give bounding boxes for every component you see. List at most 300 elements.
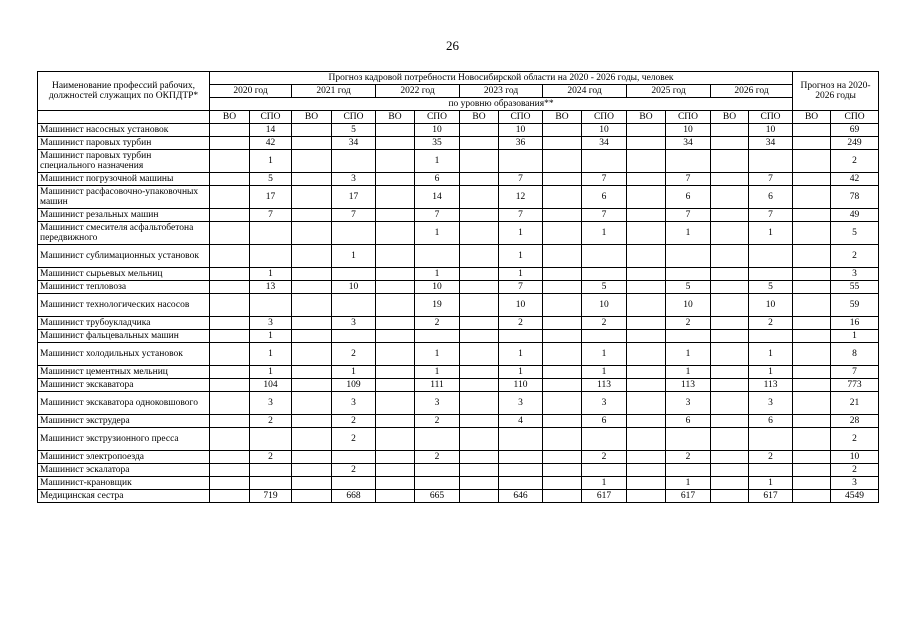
table-row	[38, 477, 879, 490]
value-cell	[666, 245, 711, 268]
value-cell	[711, 222, 749, 245]
value-cell	[543, 317, 582, 330]
total-value-cell: 3	[831, 268, 879, 281]
header-level-spo: СПО	[831, 111, 879, 124]
value-cell	[376, 379, 415, 392]
value-cell	[627, 477, 666, 490]
value-cell: 1	[499, 222, 543, 245]
profession-name-cell: Машинист насосных установок	[38, 124, 210, 137]
value-cell	[711, 173, 749, 186]
value-cell: 113	[666, 379, 711, 392]
value-cell: 6	[749, 415, 793, 428]
value-cell	[627, 294, 666, 317]
value-cell	[627, 451, 666, 464]
profession-name-cell: Машинист экскаватора одноковшового	[38, 392, 210, 415]
value-cell: 6	[415, 173, 460, 186]
value-cell	[332, 477, 376, 490]
value-cell	[376, 209, 415, 222]
value-cell: 17	[250, 186, 292, 209]
value-cell: 1	[415, 343, 460, 366]
value-cell	[332, 268, 376, 281]
total-value-cell: 5	[831, 222, 879, 245]
header-level-spo: СПО	[582, 111, 627, 124]
total-value-cell: 2	[831, 150, 879, 173]
value-cell	[711, 490, 749, 503]
value-cell	[627, 186, 666, 209]
value-cell: 1	[749, 477, 793, 490]
value-cell: 665	[415, 490, 460, 503]
value-cell	[793, 317, 831, 330]
table-row	[38, 281, 879, 294]
value-cell	[250, 222, 292, 245]
total-value-cell: 28	[831, 415, 879, 428]
table-row	[38, 317, 879, 330]
value-cell	[292, 415, 332, 428]
value-cell: 110	[499, 379, 543, 392]
value-cell	[793, 281, 831, 294]
value-cell	[543, 137, 582, 150]
value-cell	[376, 137, 415, 150]
value-cell	[210, 281, 250, 294]
profession-name-cell: Машинист экструзионного пресса	[38, 428, 210, 451]
total-value-cell: 42	[831, 173, 879, 186]
table-row	[38, 245, 879, 268]
profession-name-cell: Машинист технологических насосов	[38, 294, 210, 317]
value-cell	[711, 209, 749, 222]
value-cell	[292, 137, 332, 150]
value-cell: 6	[582, 415, 627, 428]
value-cell	[543, 392, 582, 415]
value-cell	[582, 464, 627, 477]
value-cell	[711, 150, 749, 173]
total-value-cell: 7	[831, 366, 879, 379]
value-cell	[292, 150, 332, 173]
value-cell: 6	[582, 186, 627, 209]
value-cell	[793, 490, 831, 503]
header-year: 2020 год	[210, 85, 292, 98]
value-cell	[210, 268, 250, 281]
value-cell: 10	[582, 294, 627, 317]
value-cell	[210, 186, 250, 209]
value-cell	[376, 451, 415, 464]
value-cell: 668	[332, 490, 376, 503]
value-cell	[292, 428, 332, 451]
value-cell	[250, 464, 292, 477]
value-cell	[627, 343, 666, 366]
header-level-spo: СПО	[415, 111, 460, 124]
value-cell	[499, 464, 543, 477]
value-cell	[711, 281, 749, 294]
value-cell	[627, 222, 666, 245]
value-cell	[292, 209, 332, 222]
value-cell: 7	[666, 173, 711, 186]
value-cell	[793, 392, 831, 415]
value-cell: 3	[250, 317, 292, 330]
value-cell	[543, 477, 582, 490]
value-cell	[627, 209, 666, 222]
value-cell	[376, 366, 415, 379]
value-cell: 2	[250, 415, 292, 428]
value-cell: 109	[332, 379, 376, 392]
value-cell: 1	[666, 222, 711, 245]
header-profession-name: Наименование профессий рабочих, должностей служащих по ОКПДТР*	[38, 72, 210, 111]
value-cell	[582, 428, 627, 451]
header-level-vo: ВО	[711, 111, 749, 124]
value-cell	[793, 464, 831, 477]
value-cell: 1	[582, 366, 627, 379]
value-cell: 5	[582, 281, 627, 294]
value-cell	[210, 477, 250, 490]
value-cell: 10	[582, 124, 627, 137]
value-cell	[210, 464, 250, 477]
page-number: 26	[446, 38, 459, 53]
value-cell	[460, 415, 499, 428]
table-row	[38, 379, 879, 392]
value-cell	[460, 173, 499, 186]
table-header	[38, 72, 879, 124]
value-cell: 34	[749, 137, 793, 150]
value-cell: 3	[582, 392, 627, 415]
total-value-cell: 49	[831, 209, 879, 222]
value-cell	[793, 245, 831, 268]
table-row	[38, 294, 879, 317]
value-cell	[666, 150, 711, 173]
value-cell: 2	[415, 451, 460, 464]
total-value-cell: 78	[831, 186, 879, 209]
value-cell: 1	[499, 343, 543, 366]
profession-name-cell: Машинист тепловоза	[38, 281, 210, 294]
table-row	[38, 464, 879, 477]
value-cell: 1	[666, 343, 711, 366]
value-cell: 7	[749, 209, 793, 222]
header-year: 2023 год	[460, 85, 543, 98]
header-year: 2021 год	[292, 85, 376, 98]
value-cell: 1	[582, 343, 627, 366]
value-cell	[292, 317, 332, 330]
value-cell	[543, 186, 582, 209]
header-level-vo: ВО	[376, 111, 415, 124]
value-cell	[415, 428, 460, 451]
header-year: 2025 год	[627, 85, 711, 98]
value-cell	[793, 137, 831, 150]
value-cell	[415, 330, 460, 343]
value-cell	[749, 245, 793, 268]
value-cell	[627, 415, 666, 428]
profession-name-cell: Машинист погрузочной машины	[38, 173, 210, 186]
value-cell	[711, 330, 749, 343]
value-cell	[292, 343, 332, 366]
value-cell	[711, 294, 749, 317]
value-cell: 14	[250, 124, 292, 137]
total-value-cell: 1	[831, 330, 879, 343]
value-cell: 2	[499, 317, 543, 330]
total-value-cell: 16	[831, 317, 879, 330]
value-cell: 1	[415, 366, 460, 379]
profession-name-cell: Машинист эскалатора	[38, 464, 210, 477]
value-cell	[292, 124, 332, 137]
value-cell: 35	[415, 137, 460, 150]
profession-name-cell: Машинист паровых турбин специального назначения	[38, 150, 210, 173]
value-cell	[460, 294, 499, 317]
workforce-forecast-table	[37, 71, 879, 503]
value-cell: 1	[250, 343, 292, 366]
value-cell	[376, 124, 415, 137]
value-cell	[332, 330, 376, 343]
value-cell	[250, 477, 292, 490]
value-cell	[543, 451, 582, 464]
total-value-cell: 10	[831, 451, 879, 464]
value-cell	[666, 464, 711, 477]
value-cell	[666, 330, 711, 343]
value-cell	[793, 428, 831, 451]
value-cell	[499, 477, 543, 490]
value-cell	[627, 366, 666, 379]
value-cell	[376, 343, 415, 366]
value-cell	[210, 392, 250, 415]
value-cell	[627, 150, 666, 173]
value-cell	[376, 186, 415, 209]
value-cell	[292, 366, 332, 379]
table-row	[38, 343, 879, 366]
value-cell: 7	[749, 173, 793, 186]
header-level-spo: СПО	[749, 111, 793, 124]
value-cell: 617	[749, 490, 793, 503]
value-cell	[793, 150, 831, 173]
value-cell	[292, 379, 332, 392]
table-row	[38, 209, 879, 222]
value-cell	[292, 186, 332, 209]
profession-name-cell: Машинист сублимационных установок	[38, 245, 210, 268]
value-cell	[210, 451, 250, 464]
value-cell	[627, 173, 666, 186]
value-cell: 1	[499, 268, 543, 281]
value-cell	[460, 124, 499, 137]
value-cell	[415, 464, 460, 477]
value-cell: 1	[250, 268, 292, 281]
value-cell: 2	[250, 451, 292, 464]
value-cell	[210, 428, 250, 451]
value-cell	[711, 124, 749, 137]
value-cell	[210, 330, 250, 343]
value-cell: 7	[582, 173, 627, 186]
value-cell	[793, 330, 831, 343]
value-cell: 1	[582, 477, 627, 490]
value-cell: 646	[499, 490, 543, 503]
value-cell: 2	[332, 428, 376, 451]
value-cell	[376, 281, 415, 294]
table-row	[38, 428, 879, 451]
value-cell	[292, 392, 332, 415]
value-cell	[543, 428, 582, 451]
value-cell: 7	[499, 281, 543, 294]
value-cell: 5	[250, 173, 292, 186]
value-cell: 104	[250, 379, 292, 392]
value-cell	[543, 330, 582, 343]
table-row	[38, 124, 879, 137]
value-cell	[499, 451, 543, 464]
value-cell: 19	[415, 294, 460, 317]
value-cell	[460, 209, 499, 222]
profession-name-cell: Машинист паровых турбин	[38, 137, 210, 150]
value-cell: 1	[749, 222, 793, 245]
value-cell	[332, 222, 376, 245]
table-body	[38, 124, 879, 503]
table-row	[38, 173, 879, 186]
value-cell	[793, 209, 831, 222]
value-cell	[543, 294, 582, 317]
value-cell	[210, 490, 250, 503]
value-cell: 34	[582, 137, 627, 150]
value-cell	[332, 294, 376, 317]
header-level-vo: ВО	[210, 111, 250, 124]
profession-name-cell: Машинист экскаватора	[38, 379, 210, 392]
header-level-spo: СПО	[332, 111, 376, 124]
table-row	[38, 268, 879, 281]
value-cell	[376, 268, 415, 281]
profession-name-cell: Машинист холодильных установок	[38, 343, 210, 366]
value-cell	[376, 245, 415, 268]
value-cell: 7	[499, 173, 543, 186]
value-cell	[292, 464, 332, 477]
header-level-vo: ВО	[460, 111, 499, 124]
value-cell: 42	[250, 137, 292, 150]
value-cell	[210, 173, 250, 186]
value-cell	[543, 268, 582, 281]
value-cell	[292, 222, 332, 245]
value-cell	[627, 428, 666, 451]
value-cell	[711, 317, 749, 330]
value-cell	[627, 379, 666, 392]
value-cell	[460, 379, 499, 392]
value-cell	[627, 330, 666, 343]
header-level-spo: СПО	[666, 111, 711, 124]
value-cell	[666, 428, 711, 451]
value-cell	[711, 186, 749, 209]
header-levels-row	[38, 111, 879, 124]
table-row	[38, 150, 879, 173]
value-cell: 10	[415, 124, 460, 137]
value-cell	[210, 343, 250, 366]
value-cell: 7	[332, 209, 376, 222]
total-value-cell: 8	[831, 343, 879, 366]
value-cell: 1	[250, 150, 292, 173]
value-cell: 1	[582, 222, 627, 245]
total-value-cell: 249	[831, 137, 879, 150]
value-cell	[292, 173, 332, 186]
value-cell: 7	[499, 209, 543, 222]
value-cell: 5	[749, 281, 793, 294]
value-cell: 10	[332, 281, 376, 294]
value-cell	[749, 428, 793, 451]
value-cell: 2	[749, 317, 793, 330]
value-cell	[376, 150, 415, 173]
value-cell	[292, 268, 332, 281]
value-cell	[711, 428, 749, 451]
value-cell: 1	[332, 366, 376, 379]
total-value-cell: 4549	[831, 490, 879, 503]
value-cell	[711, 245, 749, 268]
total-value-cell: 21	[831, 392, 879, 415]
profession-name-cell: Машинист фальцевальных машин	[38, 330, 210, 343]
value-cell	[711, 415, 749, 428]
value-cell: 3	[499, 392, 543, 415]
value-cell: 3	[332, 392, 376, 415]
value-cell	[793, 343, 831, 366]
value-cell	[627, 124, 666, 137]
value-cell: 10	[666, 124, 711, 137]
value-cell	[793, 294, 831, 317]
value-cell	[376, 415, 415, 428]
value-cell: 2	[332, 343, 376, 366]
value-cell	[376, 173, 415, 186]
profession-name-cell: Машинист экструдера	[38, 415, 210, 428]
profession-name-cell: Медицинская сестра	[38, 490, 210, 503]
total-value-cell: 69	[831, 124, 879, 137]
table-row	[38, 451, 879, 464]
total-value-cell: 2	[831, 428, 879, 451]
value-cell: 1	[666, 366, 711, 379]
value-cell	[460, 281, 499, 294]
value-cell: 1	[499, 245, 543, 268]
value-cell	[793, 124, 831, 137]
value-cell	[415, 477, 460, 490]
value-cell: 2	[666, 451, 711, 464]
table-row	[38, 415, 879, 428]
value-cell: 1	[415, 268, 460, 281]
header-year: 2026 год	[711, 85, 793, 98]
value-cell: 1	[250, 330, 292, 343]
header-spacer	[38, 111, 210, 124]
value-cell	[250, 245, 292, 268]
value-cell	[292, 330, 332, 343]
value-cell: 1	[415, 150, 460, 173]
value-cell: 1	[332, 245, 376, 268]
value-cell	[210, 379, 250, 392]
value-cell: 1	[499, 366, 543, 379]
value-cell	[460, 428, 499, 451]
profession-name-cell: Машинист сырьевых мельниц	[38, 268, 210, 281]
value-cell	[711, 366, 749, 379]
value-cell: 113	[749, 379, 793, 392]
value-cell	[627, 392, 666, 415]
profession-name-cell: Машинист расфасовочно-упаковочных машин	[38, 186, 210, 209]
table-row	[38, 330, 879, 343]
header-year: 2024 год	[543, 85, 627, 98]
value-cell: 5	[332, 124, 376, 137]
value-cell	[543, 464, 582, 477]
value-cell	[460, 317, 499, 330]
value-cell: 7	[666, 209, 711, 222]
value-cell	[376, 477, 415, 490]
value-cell	[210, 222, 250, 245]
value-cell	[210, 245, 250, 268]
total-value-cell: 59	[831, 294, 879, 317]
value-cell	[627, 490, 666, 503]
value-cell	[332, 451, 376, 464]
value-cell	[415, 245, 460, 268]
value-cell	[376, 464, 415, 477]
total-value-cell: 773	[831, 379, 879, 392]
value-cell: 1	[666, 477, 711, 490]
value-cell: 3	[250, 392, 292, 415]
value-cell	[543, 343, 582, 366]
header-level-spo: СПО	[499, 111, 543, 124]
value-cell	[543, 124, 582, 137]
header-total-title: Прогноз на 2020-2026 годы	[793, 72, 879, 111]
value-cell	[292, 477, 332, 490]
value-cell	[460, 137, 499, 150]
value-cell	[210, 415, 250, 428]
